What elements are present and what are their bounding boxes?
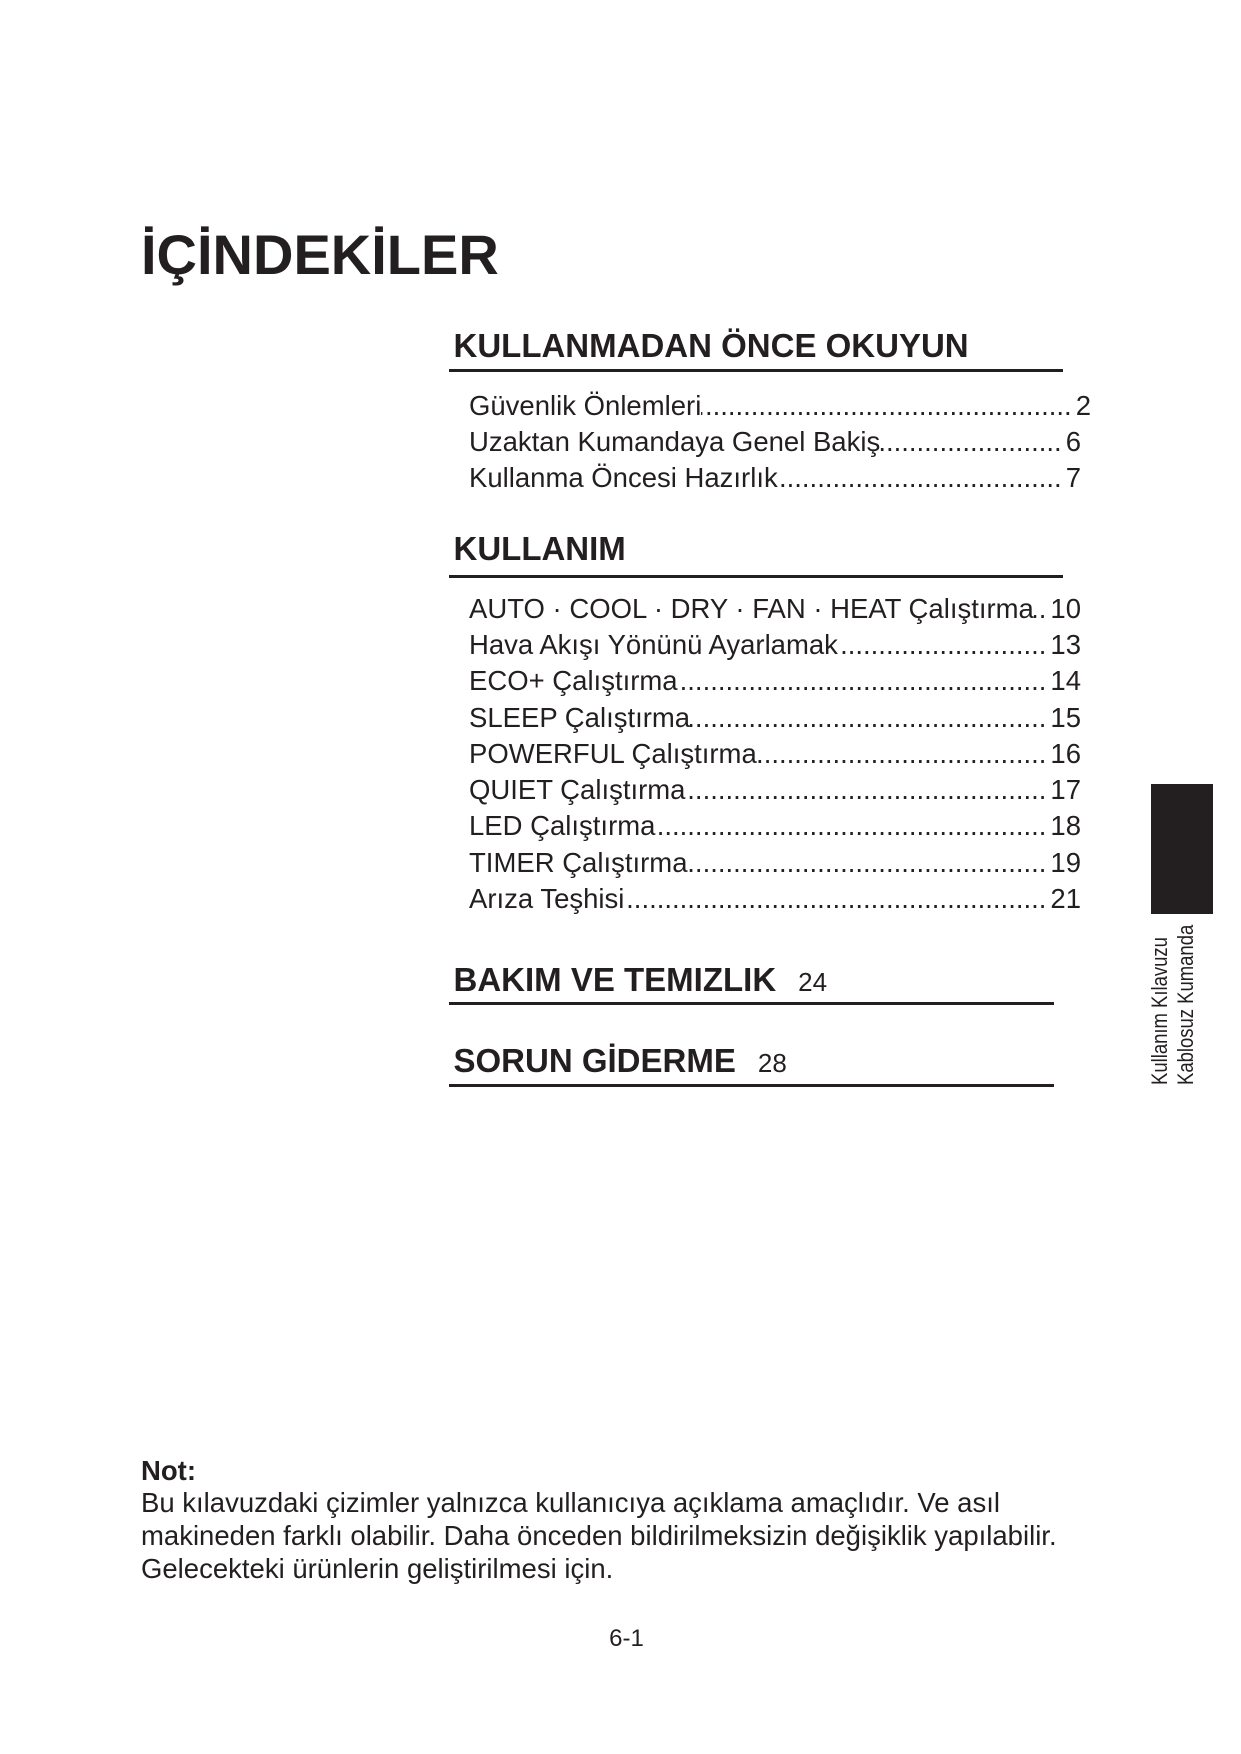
toc-entry [469, 460, 1081, 496]
note-line: Bu kılavuzdaki çizimler yalnızca kullanıcıya açıklama amaçlıdır. Ve asıl [141, 1487, 1000, 1519]
section-heading-text: KULLANIM [453, 530, 626, 568]
toc-entry-label: ECO+ Çalıştırma [469, 665, 678, 697]
toc-entry [469, 663, 1081, 699]
toc-entry [469, 424, 1081, 460]
note-line: Gelecekteki ürünlerin geliştirilmesi için. [141, 1552, 614, 1584]
toc-entry [469, 808, 1081, 844]
toc-leader [690, 700, 1046, 736]
toc-page-number: 7 [1065, 462, 1081, 494]
toc-page-number: 17 [1050, 774, 1081, 806]
toc-entry-label: LED Çalıştırma [469, 810, 656, 842]
section-heading-troubleshooting [454, 1042, 787, 1082]
section-page-number: 24 [798, 967, 828, 997]
toc-page-number: 6 [1065, 426, 1081, 458]
toc-entry [469, 736, 1081, 772]
note-label: Not: [141, 1454, 196, 1486]
toc-leader [685, 772, 1046, 808]
note [141, 1455, 1057, 1586]
toc-entry-label: POWERFUL Çalıştırma [469, 737, 757, 769]
toc-entry-label: Hava Akışı Yönünü Ayarlamak [469, 629, 838, 661]
toc-page-number: 18 [1050, 810, 1081, 842]
note-line: makineden farklı olabilir. Daha önceden bildirilmeksizin değişiklik yapılabilir. [141, 1519, 1057, 1551]
section-rule [449, 1002, 1054, 1005]
toc-page-number: 14 [1050, 665, 1081, 697]
section-heading-text: SORUN GİDERME [453, 1042, 736, 1080]
toc-leader [757, 736, 1047, 772]
toc-entry-label: Kullanma Öncesi Hazırlık [469, 462, 778, 494]
toc-entry-label: TIMER Çalıştırma [469, 846, 688, 878]
toc-entry [469, 591, 1081, 627]
toc-entry-label: QUIET Çalıştırma [469, 774, 686, 806]
toc-entry-label: AUTO · COOL · DRY · FAN · HEAT Çalıştırma [469, 593, 1034, 624]
section-heading-text: KULLANMADAN ÖNCE OKUYUN [453, 326, 969, 364]
section-rule [449, 369, 1063, 372]
toc-list-before-use [469, 388, 1091, 496]
toc-page-number: 10 [1050, 593, 1081, 624]
toc-entry [469, 388, 1091, 424]
toc-page-number: 19 [1050, 846, 1081, 878]
section-heading-text: BAKIM VE TEMIZLIK [453, 961, 777, 998]
toc-page-number: 16 [1050, 737, 1081, 769]
section-rule [449, 575, 1063, 578]
toc-entry [469, 772, 1081, 808]
toc-leader [624, 881, 1046, 917]
toc-entry-label: Arıza Teşhisi [469, 882, 625, 914]
side-tab-label [1147, 917, 1199, 1085]
toc-leader [838, 627, 1046, 663]
page-title: İÇİNDEKİLER [141, 223, 499, 286]
side-tab [1151, 784, 1213, 914]
toc-page-number: 15 [1050, 701, 1081, 733]
toc-leader [1034, 591, 1047, 627]
side-tab-label-line: Kullanım Kılavuzu [1147, 937, 1172, 1085]
toc-leader [655, 808, 1046, 844]
toc-entry-label: Uzaktan Kumandaya Genel Bakiş [469, 426, 881, 458]
toc-page-number: 21 [1050, 882, 1081, 914]
toc-leader [687, 845, 1046, 881]
toc-page-number: 13 [1050, 629, 1081, 661]
section-heading-usage [454, 530, 626, 568]
toc-entry-label: Güvenlik Önlemleri [469, 390, 702, 422]
page-number: 6-1 [609, 1625, 644, 1652]
toc-page-number: 2 [1075, 390, 1091, 422]
toc-entry [469, 881, 1081, 917]
toc-entry [469, 700, 1081, 736]
toc-leader [880, 424, 1062, 460]
section-page-number: 28 [757, 1048, 787, 1079]
toc-list-usage [469, 591, 1081, 917]
toc-entry-label: SLEEP Çalıştırma [469, 701, 691, 733]
toc-leader [678, 663, 1047, 699]
section-heading-before-use [454, 327, 969, 365]
toc-leader [778, 460, 1062, 496]
side-tab-label-line: Kablosuz Kumanda [1173, 924, 1198, 1085]
toc-entry [469, 627, 1081, 663]
section-rule [449, 1084, 1054, 1087]
section-heading-maintenance [454, 961, 828, 1001]
toc-entry [469, 845, 1081, 881]
toc-leader [701, 388, 1071, 424]
